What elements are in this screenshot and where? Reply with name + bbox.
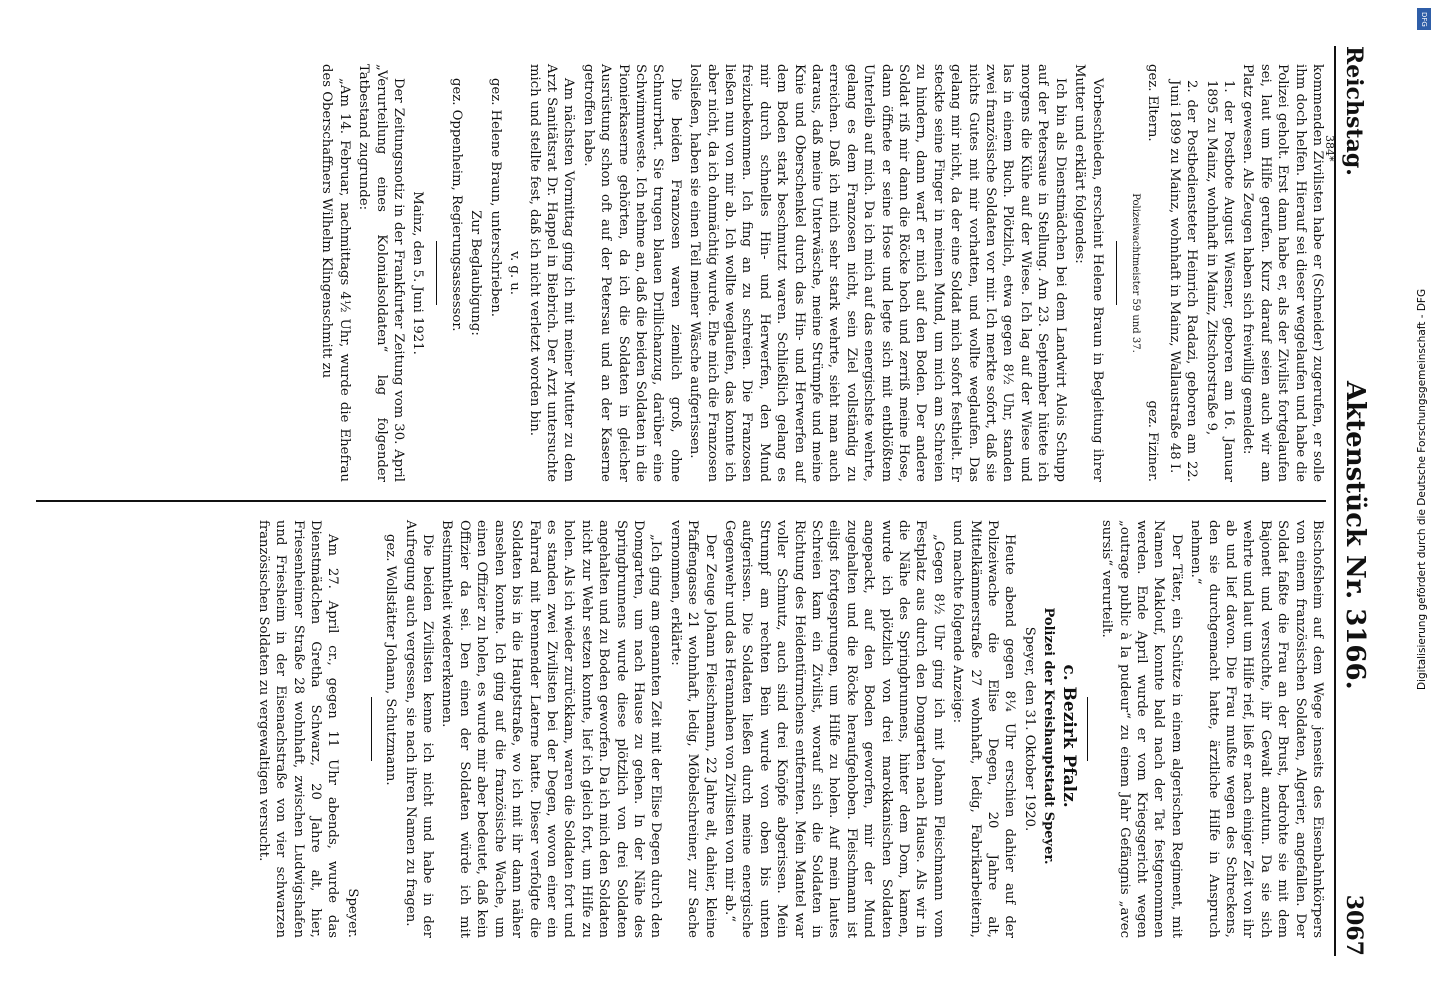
paragraph: Bischofsheim auf dem Wege jenseits des Eisenbahnkörpers von einem französischen Soldaten, Algerier, angefallen. Der Soldat faßte die Frau an der Brust, bedrohte sie mit dem Bajonett und versuchte, ihr Gewalt anzutun. Da sie sich wehrte und laut um Hilfe rief, ließ er nach einiger Zeit von ihr ab und lief davon. Die Frau mußte wegen des Schreckens, den sie durchgemacht hatte, ärztliche Hilfe in Anspruch nehmen.“ <box>1188 520 1325 938</box>
dfg-logo: DFG <box>1417 8 1431 30</box>
divider <box>371 697 372 761</box>
signature: gez. Helene Braun, unterschrieben. <box>487 78 503 317</box>
paragraph: Der Zeuge Johann Fleischmann, 22 Jahre alt, dahier, kleine Pfaffengasse 21 wohnhaft, ledig, Möbelschreiner, zur Sache vernommen, erklärte: <box>667 520 718 938</box>
signature-row <box>1144 64 1161 482</box>
signature: gez. Oppenheim, Regierungsassessor. <box>448 78 464 332</box>
dateline: Mainz, den 5. Juni 1921. <box>410 191 426 355</box>
paragraph: „Ich ging am genannten Zeit mit der Elise Degen durch den Domgarten, um nach Hause zu gehen. In der Nähe des Springbrunnens wurde diese plötzlich von drei Soldaten angehalten und zu Boden geworfen. Da ich mich den Soldaten nicht zur Wehr setzen konnte, lief ich gleich fort, um Hilfe zu holen. Als ich wieder zurückkam, waren die Soldaten fort und es standen zwei Zivilisten bei der Degen, wovon einer ein Fahrrad mit brennender Laterne hatte. Dieser verfolgte die Soldaten bis in die Hauptstraße, wo ich mit ihr dann näher ansehen konnte. Ich ging auf die französische Wache, um einen Offizier zu holen, es wurde mir aber bedeutet, daß kein Offizier da sei. Den einen der Soldaten würde ich mit Bestimmtheit wiedererkennen. <box>439 520 664 938</box>
paragraph: Die beiden Franzosen waren ziemlich groß, ohne Schnurrbart. Sie trugen blauen Drillichanzug, darüber eine Schwimmweste. Ich nehme an, daß die beiden Soldaten in die Pionierkaserne gehörten, da ich die Soldaten in gleicher Ausrüstung schon oft auf der Petersau und an der Kaserne getroffen habe. <box>580 64 683 482</box>
vgu: v. g. u. <box>507 251 523 295</box>
signature-caption: Polizeiwachtmeister 59 und 37. <box>1129 193 1141 353</box>
column-right <box>36 500 1326 956</box>
paragraph: kommenden Zivilisten habe er (Schneider) zugerufen, er solle ihm doch helfen. Hierauf sei dieser weggelaufen und habe die Polizei geholt. Erst dann habe er, als der Zivilist fortgelaufen sei, laut um Hilfe gerufen. Kurz darauf seien auch wir am Platz gewesen. Als Zeugen haben sich freiwillig gemeldet: <box>1240 64 1325 482</box>
list-item: 1. der Postbote August Wiesner, geboren am 16. Januar 1895 zu Mainz, wohnhaft in Mainz, Zitschorstraße 9, <box>1203 80 1236 482</box>
paragraph: Der Täter, ein Schütze in einem algerischen Regiment, mit Namen Maklouf, konnte bald nach der Tat festgenommen werden. Ende April wurde er vom Kriegsgericht wegen „outrage public à la pudeur“ zu einem Jahr Gefängnis „avec sursis“ verurteilt. <box>1099 520 1184 938</box>
divider <box>1116 241 1117 305</box>
page-header <box>1334 46 1370 956</box>
page-stamp: 384* <box>1323 135 1336 162</box>
signature: gez. Wollstätter Johann, Schutzmann. <box>383 534 399 786</box>
dfg-credit <box>1414 0 1434 1000</box>
list-item: 2. der Postbediensteter Heinrich Radazi, geboren am 22. Juni 1899 zu Mainz, wohnhaft in Mainz, Wallaustraße 48 I. <box>1166 80 1200 482</box>
paragraph: Heute abend gegen 8¼ Uhr erschien dahier auf der Polizeiwache die Elise Degen, 20 Jahre alt, Mittelkämmerstraße 27 wohnhaft, ledig, Fabrikarbeiterin, und machte folgende Anzeige: <box>950 520 1018 938</box>
paragraph: Vorbeschieden, erscheint Helene Braun in Begleitung ihrer Mutter und erklärt folgendes: <box>1072 64 1105 482</box>
columns <box>36 46 1326 956</box>
place-line: Speyer. <box>344 888 360 938</box>
witness-list <box>1165 64 1237 482</box>
signature-right: gez. Fiziner. <box>1145 400 1161 482</box>
divider <box>1087 697 1088 761</box>
header-title: Aktenstück Nr. 3166. <box>1340 380 1370 690</box>
dateline: Speyer, den 31. Oktober 1920. <box>1021 626 1037 832</box>
paragraph: „Gegen 8½ Uhr ging ich mit Johann Fleischmann vom Festplatz aus durch den Domgarten nach Hause. Als wir in die Nähe des Springbrunnens, hinter dem Dom, kamen, wurde ich plötzlich von drei marokkanischen Soldaten angepackt, auf den Boden geworfen, mir der Mund zugehalten und die Röcke heraufgehoben. Fleischmann ist eiligst fortgesprungen, um Hilfe zu holen. Auf mein lautes Schreien kam ein Zivilist, worauf sich die Soldaten in Richtung des Heidentürmchens entfernten. Mein Mantel war voller Schmutz, auch sind drei Knöpfe abgerissen. Mein Strumpf am rechten Bein wurde von oben bis unten aufgerissen. Die Soldaten ließen durch meine energische Gegenwehr und das Herannahen von Zivilisten von mir ab.“ <box>722 520 946 938</box>
paragraph: Am 27. April cr., gegen 11 Uhr abends, wurde das Dienstmädchen Gretha Schwarz, 20 Jahre alt, hier, Friesenheimer Straße 28 wohnhaft, zwischen Ludwigshafen und Friesheim in der Eisenachstraße von vier schwarzen französischen Soldaten zu vergewaltigen versucht. <box>255 520 341 938</box>
paragraph: Ich bin als Dienstmädchen bei dem Landwirt Alois Schupp auf der Petersaue in Stellung. Am 23. September hütete ich morgens die Kühe auf der Wiese. Ich lag auf der Wiese und las in einem Buch. Plötzlich, etwa gegen 8½ Uhr, standen zwei französische Soldaten vor mir. Ich merkte sofort, daß sie nichts Gutes mit mir vorhatten, und wollte weglaufen. Das gelang mir nicht, da der eine Soldat mich sofort festhielt. Er steckte seine Finger in meinen Mund, um mich am Schreien zu hindern, dann warf er mich auf den Boden. Der andere Soldat riß mir dann die Röcke hoch und zerriß meine Hose, dann öffnete er seine Hose und legte sich mit entblößtem Unterleib auf mich. Da ich mich auf das energischste wehrte, gelang es dem Franzosen nicht, sein Ziel vollständig zu erreichen. Daß ich mich sehr stark wehrte, sieht man auch daraus, daß meine Unterwäsche, meine Strümpfe und meine Knie und Oberschenkel durch das Hin- und Herwerfen auf dem Boden stark beschmutzt waren. Schließlich gelang es mir durch schnelles Hin- und Herwerfen, den Mund freizubekommen. Ich fing an zu schreien. Die Franzosen ließen nun von mir ab. Ich wollte weglaufen, das konnte ich aber nicht, da ich ohnmächtig wurde. Ehe mich die Franzosen losließen, haben sie einen Teil meiner Wäsche aufgerissen. <box>687 64 1068 482</box>
signature-left: gez. Eltern. <box>1145 64 1161 142</box>
column-left <box>36 46 1326 500</box>
paragraph: „Am 14. Februar, nachmittags 4½ Uhr, wurde die Ehefrau des Oberschaffners Wilhelm Klingenschmitt zu <box>319 64 352 482</box>
header-left: Reichstag. <box>1341 46 1367 176</box>
section-title: c. Bezirk Pfalz. <box>1058 664 1079 808</box>
paragraph: Die beiden Zivilisten kenne ich nicht und habe in der Aufregung auch vergessen, sie nach ihren Namen zu fragen. <box>402 520 436 938</box>
section-subtitle: Polizei der Kreishauptstadt Speyer. <box>1041 607 1057 865</box>
paragraph: Am nächsten Vormittag ging ich mit meiner Mutter zu dem Arzt Sanitätsrat Dr. Happel in Biebrich. Der Arzt untersuchte mich und stellte fest, daß ich nicht verletzt worden bin. <box>526 64 577 482</box>
certification-label: Zur Beglaubigung: <box>468 210 484 336</box>
page-number: 3067 <box>1341 894 1367 956</box>
paragraph: Der Zeitungsnotiz in der Frankfurter Zeitung vom 30. April „Verurteilung eines Kolonialsoldaten“ lag folgender Tatbestand zugrunde: <box>356 64 407 482</box>
divider <box>437 241 438 305</box>
dfg-credit-text: Digitalisierung gefördert durch die Deutsche Forschungsgemeinschaft - DFG <box>1416 288 1428 690</box>
